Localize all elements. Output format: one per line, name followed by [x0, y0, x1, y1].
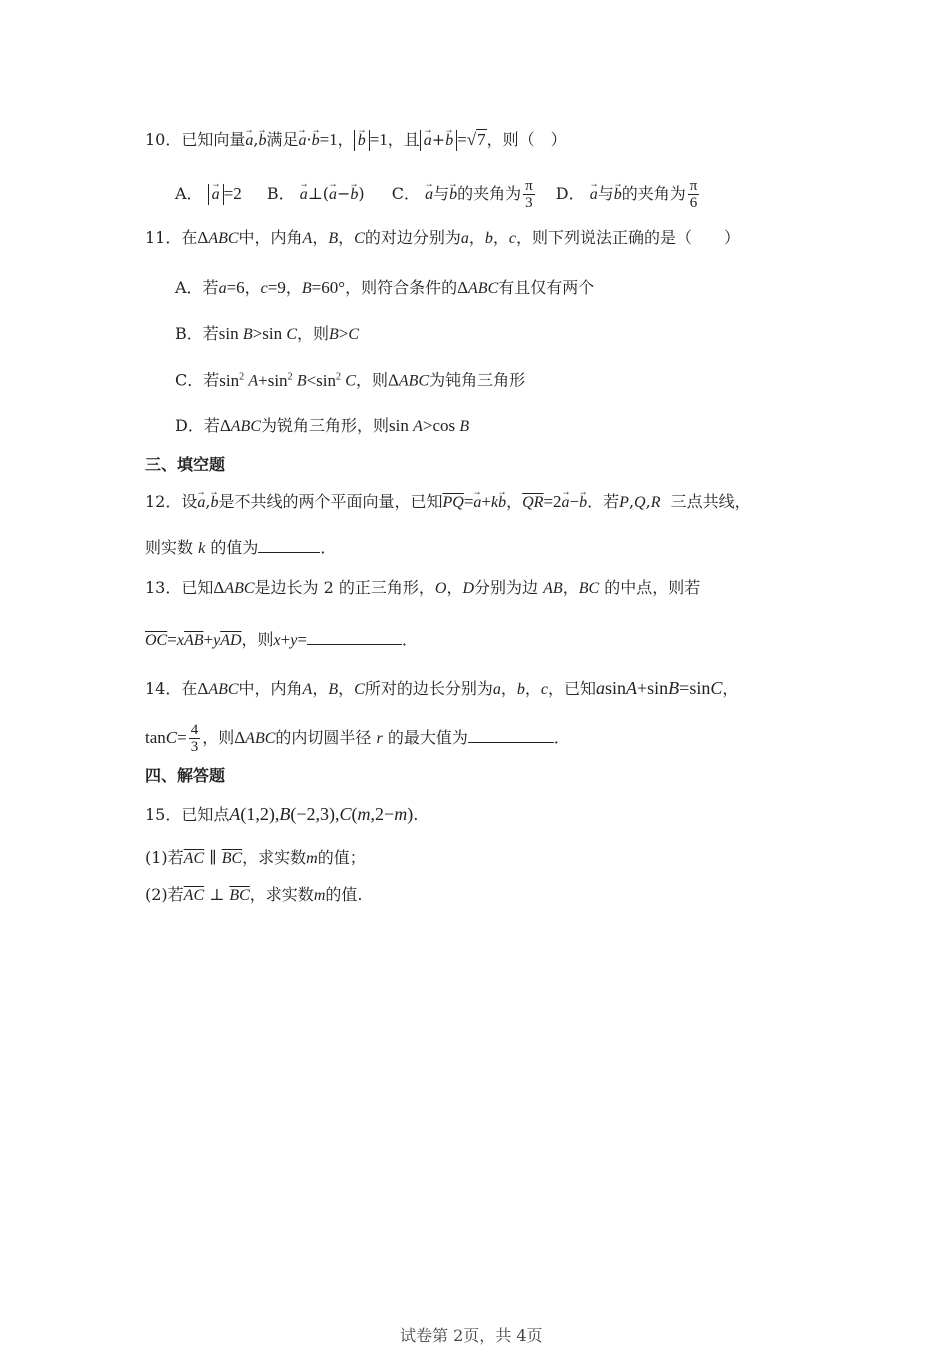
- section-solution-heading: 四、解答题: [145, 766, 226, 785]
- question-14-answer-line: tanC= $\frac{4}{3}$ ，则ΔABC的内切圆半径 r 的最大值为 ．: [145, 722, 570, 755]
- option-c: C． → a与→ b的夹角为 $\frac{\pi}{3}$: [392, 184, 537, 203]
- option-d: D． → a与→ b的夹角为 $\frac{\pi}{6}$: [556, 184, 702, 203]
- question-11-option-b: B．若sin B>sin C，则B>C: [175, 324, 360, 343]
- option-a: A． → a =2: [175, 184, 242, 203]
- option-b: B． → a⊥(→ a−→ b): [267, 184, 365, 203]
- answer-blank[interactable]: [258, 536, 320, 553]
- question-12-answer-line: 则实数 k 的值为 ．: [145, 538, 337, 557]
- question-11-option-a: A．若a=6，c=9，B=60°，则符合条件的ΔABC有且仅有两个: [175, 278, 595, 297]
- page-footer: 试卷第 2页，共 4页: [400, 1326, 543, 1345]
- question-11-option-c: C．若$\sin^2 A+\sin^2$ $B<\sin^2$ C，则ΔABC为钝角三角形: [175, 370, 526, 390]
- question-10-stem: 10．已知向量→ a,→ b满足→ a·→ b=1， → b =1，且 → a+→ b =√7，则（ ）: [145, 130, 567, 151]
- question-11-option-d: D．若ΔABC为锐角三角形，则sin A>cos B: [175, 416, 470, 435]
- question-13-stem: 13．已知ΔABC是边长为 2 的正三角形，O，D分别为边 AB，BC 的中点，则若: [145, 578, 701, 597]
- answer-blank[interactable]: [468, 726, 554, 743]
- question-14-stem: 14．在ΔABC中，内角A，B，C所对的边长分别为a，b，c，已知asinA+sinB=sinC，: [145, 678, 739, 698]
- question-15-stem: 15．已知点A(1,2),B(−2,3),C(m,2−m).: [145, 804, 419, 824]
- question-11-stem: 11．在ΔABC中，内角A，B，C的对边分别为a，b，c，则下列说法正确的是（ ）: [145, 228, 740, 247]
- section-fill-in-heading: 三、填空题: [145, 455, 226, 474]
- question-13-answer-line: $\overline{OC}=x\overline{AB}+y\overline{AD}$，则x+y= ．: [145, 630, 418, 649]
- question-12-stem: 12．设→ a,→ b是不共线的两个平面向量，已知$\overline{PQ}=\to a+k\to b$，$\overline{QR}=2\to a-\to b$．若P,Q,R 三点共线，: [145, 492, 751, 513]
- question-10-options: [175, 178, 701, 211]
- question-15-part-2: (2)若$\overline{AC}$ ⊥ $\overline{BC}$，求实数m的值.: [145, 885, 363, 904]
- answer-blank[interactable]: [307, 628, 402, 645]
- question-15-part-1: (1)若$\overline{AC}$ ∥ $\overline{BC}$，求实数m的值；: [145, 848, 366, 867]
